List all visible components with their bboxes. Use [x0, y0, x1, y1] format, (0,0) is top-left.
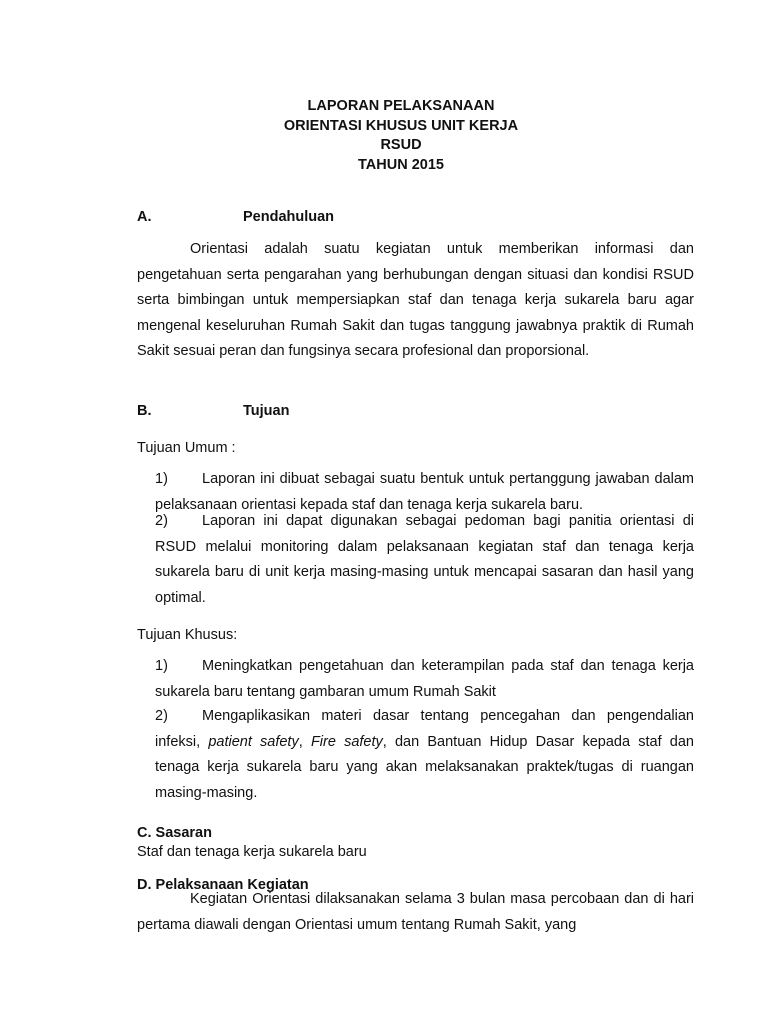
list-text-part: , — [298, 733, 311, 750]
list-number: 2) — [155, 708, 168, 724]
section-c-heading: C. Sasaran — [137, 825, 212, 841]
section-number: A. — [137, 209, 152, 225]
italic-term: Fire safety — [310, 733, 383, 750]
section-d-heading: D. Pelaksanaan Kegiatan — [137, 877, 309, 893]
list-text: Laporan ini dapat digunakan sebagai pedoman bagi panitia orientasi di RSUD melalui monitoring dalam pelaksanaan kegiatan staf dan tenaga kerja sukarela baru di unit kerja masing-masing untuk mencapai sasaran dan hasil yang optimal. — [155, 513, 694, 606]
section-b-heading — [137, 403, 694, 419]
title-line: ORIENTASI KHUSUS UNIT KERJA — [283, 117, 519, 134]
title-line: LAPORAN PELAKSANAAN — [307, 98, 495, 114]
report-title — [0, 97, 768, 175]
list-number: 2) — [155, 513, 168, 529]
list-text-part: , dan Bantuan Hidup Dasar kepada staf dan tenaga kerja sukarela baru yang akan melaksanakan praktek/tugas di ruangan masing-masing. — [155, 733, 694, 801]
list-item — [155, 654, 694, 705]
section-c-text: Staf dan tenaga kerja sukarela baru — [137, 844, 367, 860]
list-item — [155, 704, 694, 806]
section-a-paragraph: Orientasi adalah suatu kegiatan untuk memberikan informasi dan pengetahuan serta pengarahan yang berhubungan dengan situasi dan kondisi RSUD serta bimbingan untuk mempersiapkan staf dan tenaga kerja sukarela baru agar mengenal keseluruhan Rumah Sakit dan tugas tanggung jawabnya praktik di Rumah Sakit sesuai peran dan fungsinya secara profesional dan proporsional. — [137, 241, 694, 359]
list-number: 1) — [155, 471, 168, 487]
tujuan-khusus-label: Tujuan Khusus: — [137, 627, 238, 643]
list-text: Meningkatkan pengetahuan dan keterampilan pada staf dan tenaga kerja sukarela baru tentang gambaran umum Rumah Sakit — [155, 658, 694, 700]
section-a-heading — [137, 209, 694, 225]
list-text-part: Mengaplikasikan materi dasar tentang pencegahan dan pengendalian infeksi, — [155, 708, 694, 750]
section-d-paragraph: Kegiatan Orientasi dilaksanakan selama 3 bulan masa percobaan dan di hari pertama diawali dengan Orientasi umum tentang Rumah Sakit, yang — [137, 891, 694, 933]
section-title: Tujuan — [243, 403, 290, 419]
list-text: Laporan ini dibuat sebagai suatu bentuk untuk pertanggung jawaban dalam pelaksanaan orientasi kepada staf dan tenaga kerja sukarela baru. — [155, 471, 694, 513]
section-number: B. — [137, 403, 152, 419]
title-line: TAHUN 2015 — [358, 156, 444, 173]
title-line: RSUD — [380, 137, 422, 153]
list-item — [155, 509, 694, 611]
section-title: Pendahuluan — [243, 209, 335, 225]
italic-term: patient safety — [208, 733, 299, 750]
list-number: 1) — [155, 658, 168, 674]
tujuan-umum-label: Tujuan Umum : — [137, 440, 236, 456]
